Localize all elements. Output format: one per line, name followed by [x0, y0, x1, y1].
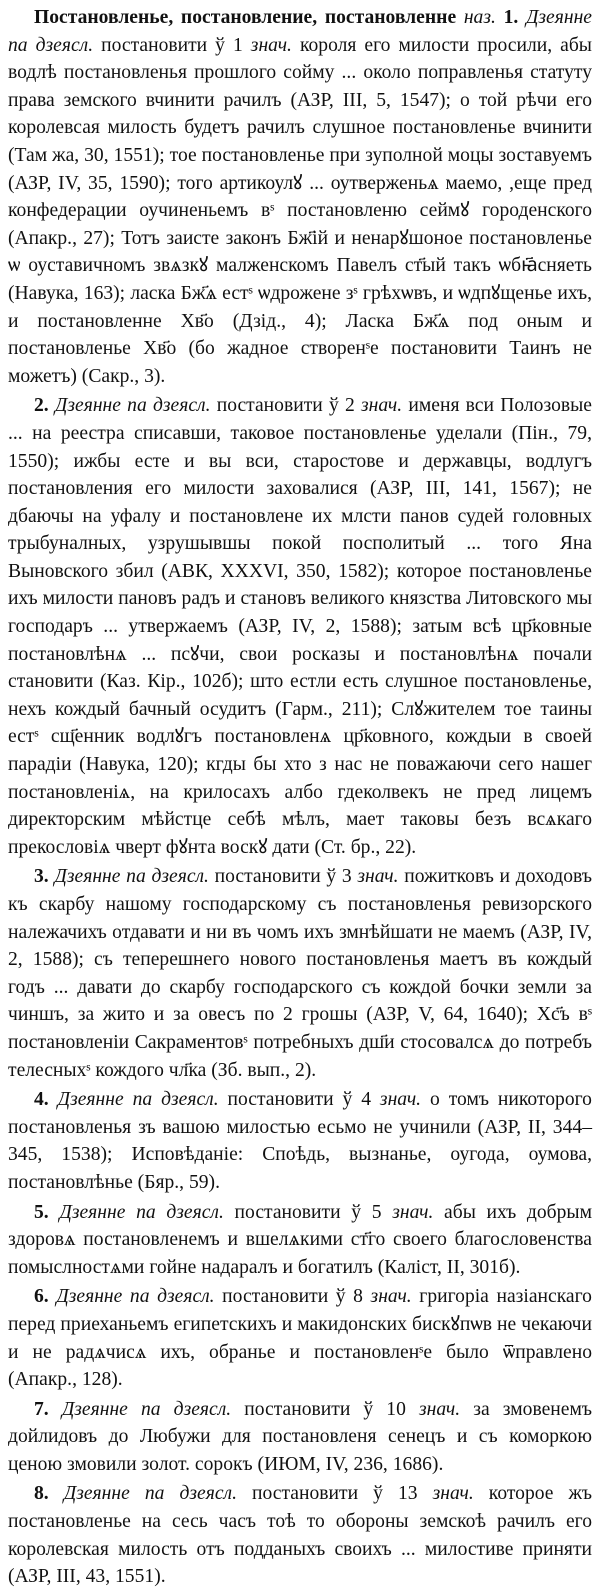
sense-reference-label: знач. [361, 395, 403, 417]
grammar-label: наз. [463, 7, 496, 28]
sense-reference: постановити ў 5 [234, 1201, 382, 1223]
sense-citations: за змовенемъ дойлидовъ до Любужи для постановленя сенецъ и съ коморкою ценою змовили золот. сорокъ (ИЮМ, IV, 236, 1686). [8, 1398, 593, 1475]
sense-reference-label: знач. [370, 1286, 412, 1308]
dictionary-entry [8, 4, 592, 390]
sense-5 [8, 1199, 592, 1282]
sense-number: 6. [34, 1286, 49, 1308]
sense-2 [8, 392, 592, 861]
sense-reference: постановити ў 4 [227, 1089, 371, 1111]
sense-reference-label: знач. [250, 34, 292, 56]
sense-number: 1. [503, 7, 519, 28]
sense-citations: короля его милости просили, абы водлѣ постановленья прошлого сойму ... около поправленья статуту права земского вчинити рачилъ (АЗР, III, 5, 1547); о той рѣчи его королевсая милость будетъ рачилъ слушное постановленье вчинити (Там жа, 30, 1551); тое постановленье при зуполной моцы зоставуемъ (АЗР, IV, 35, 1590); того артикоулꙋ ... оутверженьѧ маемо, ,еще пред конфедерации оучиненьемъ вˢ постановленю сеймꙋ городенского (Апакр., 27); Тотъ заисте законъ Бж҃ій и ненарꙋшоное постановленье ѡ оуставичномъ звѧзкꙋ малженскомъ Павелъ ст҃ый такъ ѡбꙗ҃сняеть (Навука, 163); ласка Бж҃ѧ естˢ ѡдрожене зˢ грѣхѡвъ, и ѡдпꙋщенье ихъ, и постановленне Хв҃о (Дзід., 4); Ласка Бж҃ѧ под оным и постановленье Хв҃о (бо жадное створенˢе постановити Таинъ не можетъ) (Сакр., 3). [8, 34, 592, 387]
sense-definition: Дзеянне па дзеясл. [56, 1286, 215, 1308]
sense-definition: Дзеянне па дзеясл. [8, 7, 592, 56]
sense-reference-label: знач. [392, 1201, 434, 1223]
headword: Постановленье, постановление, постановленне [34, 7, 457, 28]
sense-definition: Дзеянне па дзеясл. [54, 395, 211, 417]
sense-3 [8, 863, 592, 1084]
sense-definition: Дзеянне па дзеясл. [59, 1201, 224, 1223]
sense-4 [8, 1086, 592, 1196]
sense-number: 7. [34, 1398, 49, 1420]
sense-definition: Дзеянне па дзеясл. [54, 866, 209, 888]
sense-reference-label: знач. [357, 866, 399, 888]
sense-definition: Дзеянне па дзеясл. [63, 1483, 237, 1505]
sense-number: 4. [34, 1089, 49, 1111]
sense-citations: которое жъ постановленье на сесь часъ тоѣ то обороны земскоѣ рачилъ его королевская милость отъ подданыхъ своихъ ... милостиве приняти (АЗР, III, 43, 1551). [8, 1483, 592, 1588]
sense-reference: постановити ў 1 [101, 34, 243, 56]
sense-number: 5. [34, 1201, 49, 1223]
sense-reference: постановити ў 8 [222, 1286, 363, 1308]
sense-citations: именя вси Полозовые ... на реестра списавши, таковое постановленье уделали (Пін., 79, 1550); ижбы есте и вы вси, старостове и державцы, водлугъ постановления его милости заховалися (АЗР, III, 141, 1567); не дбаючы на уфалу и постановлене их млсти панов судей головных трыбуналных, узрушывшы покой посполитый ... того Яна Выновского збил (АВК, XXXVI, 350, 1582); которое постановленье ихъ милости пановъ радъ и становъ великого князства Литовского мы господаръ ... утвержаемъ (АЗР, IV, 2, 1588); затым всѣ цр҃ковные постановлѣнѧ ... псꙋчи, свои росказы и постановлѣнѧ почали становити (Каз. Кір., 102б); што естли есть слушное постановленье, нехъ кождый бачный осудитъ (Гарм., 211); Слꙋжителем тое таины естˢ сщ҃енник водлꙋгъ постановленѧ цр҃ковного, кождыи в своей парадіи (Навука, 120); кгды бы хто з нас не поважаючи сего нашег постановленіѧ, на крилосахъ албо гдеколвекъ не пред лицемъ директорским мѣйстце себѣ мѣлъ, мает таковы безъ всѧкаго прекословіѧ чверт фꙋнта воскꙋ дати (Ст. бр., 22). [8, 395, 592, 858]
sense-7 [8, 1396, 592, 1479]
sense-reference: постановити ў 3 [214, 866, 352, 888]
sense-reference: постановити ў 2 [216, 395, 355, 417]
sense-reference-label: знач. [432, 1483, 474, 1505]
sense-reference-label: знач. [379, 1089, 422, 1111]
sense-reference: постановити ў 10 [244, 1398, 406, 1420]
sense-citations: григоріа назіанскаго перед приеханьемъ египетскихъ и макидонских бискꙋпѡв не чекаючи и не радѧчисѧ ихъ, обранье и постановленˢе было ѿправлено (Апакр., 128). [8, 1286, 592, 1391]
sense-reference: постановити ў 13 [252, 1483, 418, 1505]
sense-8 [8, 1480, 592, 1590]
sense-definition: Дзеянне па дзеясл. [57, 1089, 219, 1111]
sense-citations: пожитковъ и доходовъ къ скарбу нашому господарскому съ постановленья ревизорского належачихъ отдавати и ни въ чомъ ихъ змнѣйшати не маемъ (АЗР, IV, 2, 1588); съ теперешнего нового постановленья маетъ въ кождый годъ ... давати до скарбу господарского съ кождой бочки земли за чиншъ, за жито и за овесъ по 2 грошы (АЗР, V, 64, 1640); Хс҃ъ вˢ постановленіи Сакраментовˢ потребныхъ дш҃и стосовалсѧ до потребъ телесныхˢ кождого чл҃ка (Зб. вып., 2). [8, 866, 592, 1081]
sense-number: 2. [34, 395, 49, 417]
sense-citations: абы ихъ добрым здоровѧ постановленемъ и вшелѧкими ст҃го своего благословенства помыслностѧми гойне надаралъ и богатилъ (Каліст, II, 301б). [8, 1201, 592, 1278]
sense-6 [8, 1283, 592, 1393]
sense-number: 8. [34, 1483, 49, 1505]
sense-definition: Дзеянне па дзеясл. [61, 1398, 232, 1420]
sense-number: 3. [34, 866, 49, 888]
sense-reference-label: знач. [419, 1398, 461, 1420]
sense-citations: о томъ никоторого постановленья зъ вашою милостью есьмо не учинили (АЗР, II, 344–345, 1538); Исповѣданіе: Споѣдь, вызнанье, оугода, оумова, постановлѣнье (Бяр., 59). [8, 1089, 592, 1193]
